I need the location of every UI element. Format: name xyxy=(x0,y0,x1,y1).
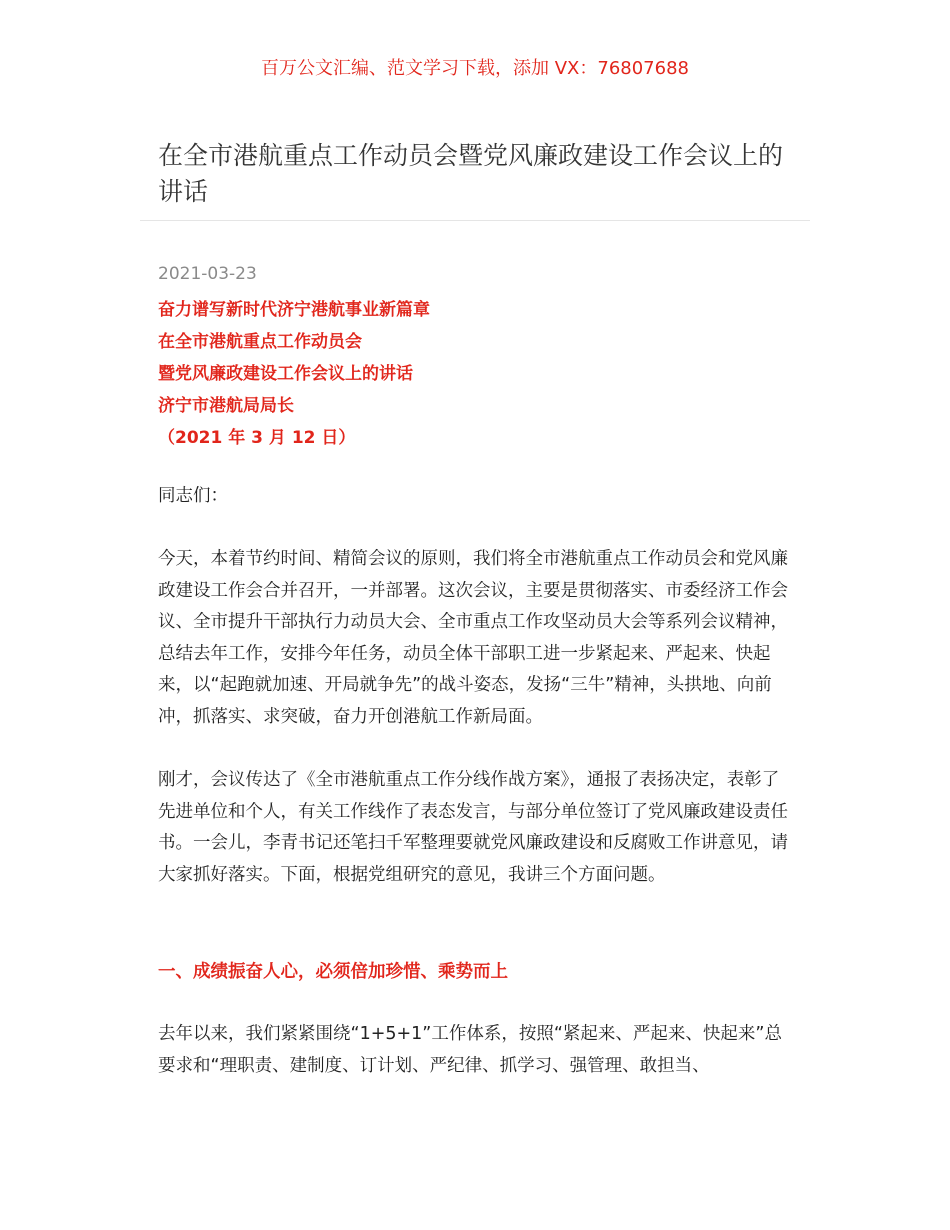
title-divider xyxy=(140,220,810,221)
promo-banner: 百万公文汇编、范文学习下载，添加 VX：76807688 xyxy=(261,58,689,79)
speech-occasion-line-2: 暨党风廉政建设工作会议上的讲话 xyxy=(158,364,413,384)
publish-date: 2021-03-23 xyxy=(158,264,257,284)
speech-date: （2021 年 3 月 12 日） xyxy=(158,428,356,448)
speech-main-title: 奋力谱写新时代济宁港航事业新篇章 xyxy=(158,300,430,320)
speaker-title: 济宁市港航局局长 xyxy=(158,396,294,416)
article-title: 在全市港航重点工作动员会暨党风廉政建设工作会议上的讲话 xyxy=(158,141,784,206)
speech-occasion-line-1: 在全市港航重点工作动员会 xyxy=(158,332,362,352)
body-paragraph: 今天，本着节约时间、精简会议的原则，我们将全市港航重点工作动员会和党风廉政建设工作会合并召开，一并部署。这次会议，主要是贯彻落实、市委经济工作会议、全市提升干部执行力动员大会、全市重点工作攻坚动员大会等系列会议精神，总结去年工作，安排今年任务，动员全体干部职工进一步紧起来、严起来、快起来，以“起跑就加速、开局就争先”的战斗姿态，发扬“三牛”精神，头拱地、向前冲，抓落实、求突破，奋力开创港航工作新局面。 xyxy=(158,549,788,727)
body-paragraph: 去年以来，我们紧紧围绕“1+5+1”工作体系，按照“紧起来、严起来、快起来”总要求和“理职责、建制度、订计划、严纪律、抓学习、强管理、敢担当、 xyxy=(158,1024,782,1076)
speech-subtitle-block xyxy=(158,294,798,454)
section-heading: 一、成绩振奋人心，必须倍加珍惜、乘势而上 xyxy=(158,962,508,982)
salutation: 同志们： xyxy=(158,486,228,506)
body-paragraph: 刚才，会议传达了《全市港航重点工作分线作战方案》，通报了表扬决定，表彰了先进单位和个人，有关工作线作了表态发言，与部分单位签订了党风廉政建设责任书。一会儿，李青书记还笔扫千军整理要就党风廉政建设和反腐败工作讲意见，请大家抓好落实。下面，根据党组研究的意见，我讲三个方面问题。 xyxy=(158,770,788,885)
